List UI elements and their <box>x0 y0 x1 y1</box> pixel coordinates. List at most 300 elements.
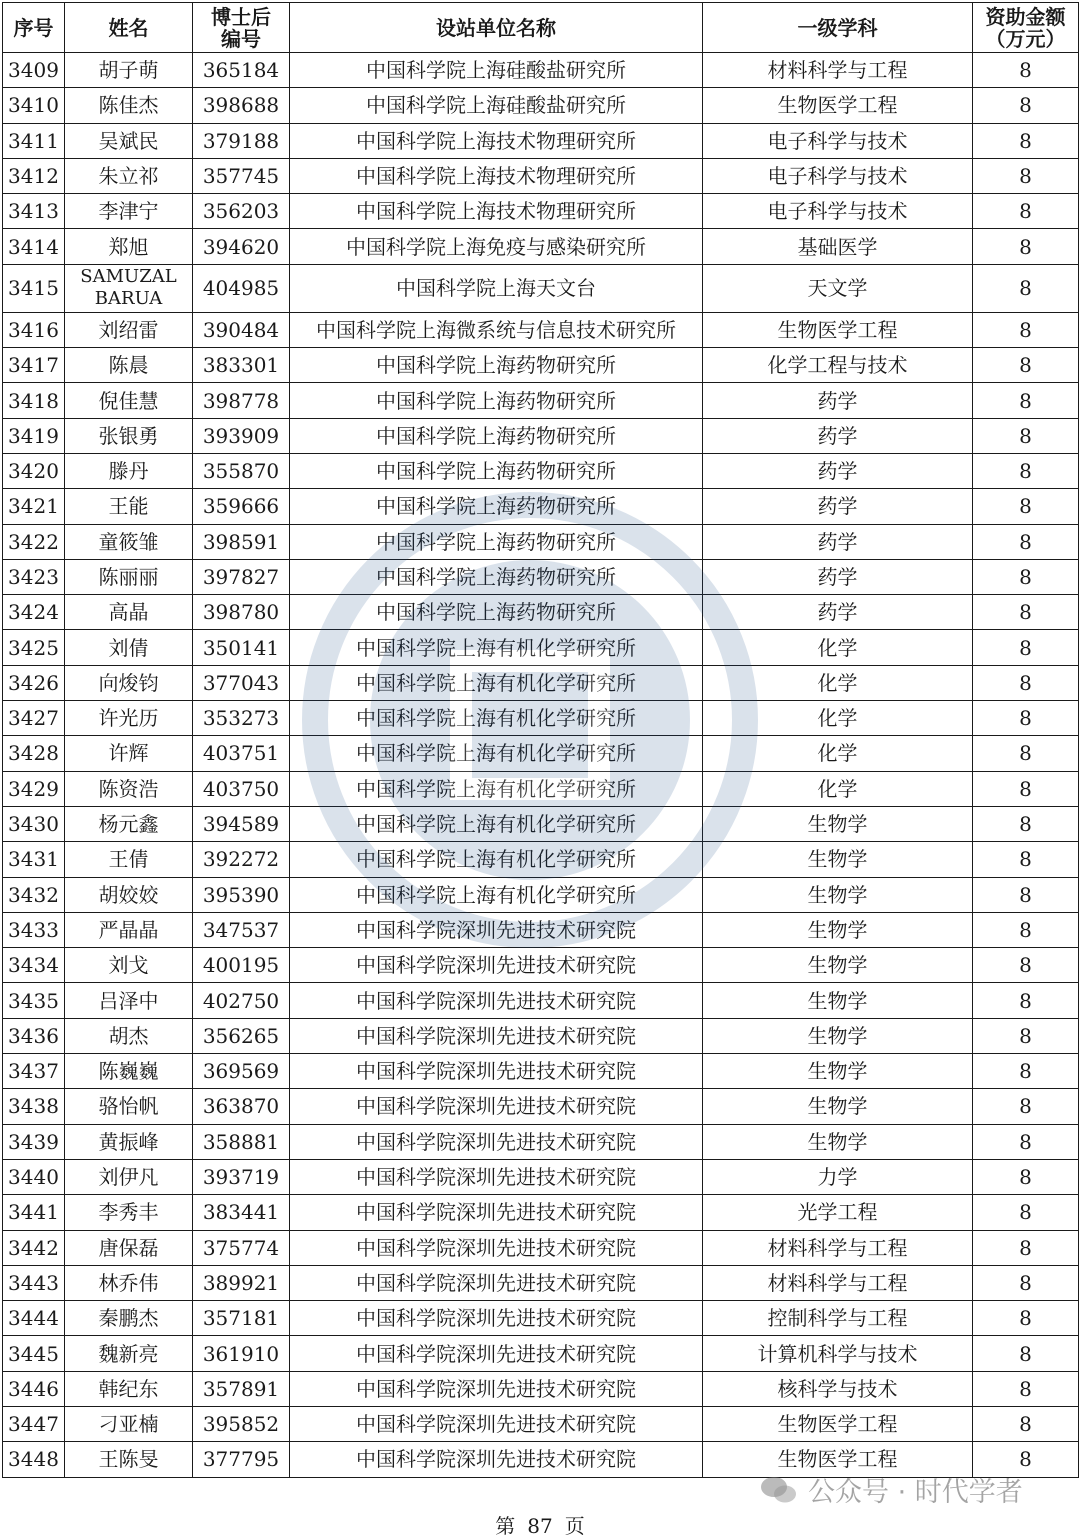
row-seq: 3426 <box>3 665 65 700</box>
row-name: 刘倩 <box>65 630 193 665</box>
row-postdoc-id: 363870 <box>193 1089 290 1124</box>
table-row <box>3 524 1079 559</box>
row-seq: 3427 <box>3 701 65 736</box>
row-postdoc-id: 402750 <box>193 983 290 1018</box>
table-body <box>3 53 1079 1478</box>
table-row <box>3 736 1079 771</box>
row-postdoc-id: 347537 <box>193 912 290 947</box>
row-unit: 中国科学院上海有机化学研究所 <box>290 842 703 877</box>
table-row <box>3 88 1079 123</box>
page-number: 87 <box>527 1514 553 1538</box>
row-postdoc-id: 365184 <box>193 53 290 88</box>
row-postdoc-id: 398778 <box>193 383 290 418</box>
header-amount <box>973 3 1079 53</box>
row-unit: 中国科学院上海技术物理研究所 <box>290 123 703 158</box>
row-discipline: 药学 <box>703 524 973 559</box>
row-discipline: 化学 <box>703 736 973 771</box>
row-discipline: 生物医学工程 <box>703 1406 973 1441</box>
row-postdoc-id: 393719 <box>193 1159 290 1194</box>
row-unit: 中国科学院深圳先进技术研究院 <box>290 1336 703 1371</box>
row-unit: 中国科学院深圳先进技术研究院 <box>290 983 703 1018</box>
row-postdoc-id: 356265 <box>193 1018 290 1053</box>
row-amount: 8 <box>973 1336 1079 1371</box>
row-name: 滕丹 <box>65 453 193 488</box>
table-row <box>3 158 1079 193</box>
row-unit: 中国科学院上海微系统与信息技术研究所 <box>290 312 703 347</box>
row-unit: 中国科学院上海药物研究所 <box>290 418 703 453</box>
table-row <box>3 418 1079 453</box>
table-row <box>3 229 1079 264</box>
row-postdoc-id: 357745 <box>193 158 290 193</box>
row-name: 吕泽中 <box>65 983 193 1018</box>
row-postdoc-id: 369569 <box>193 1054 290 1089</box>
row-amount: 8 <box>973 383 1079 418</box>
row-amount: 8 <box>973 312 1079 347</box>
row-amount: 8 <box>973 194 1079 229</box>
row-discipline: 化学 <box>703 771 973 806</box>
row-discipline: 天文学 <box>703 264 973 312</box>
row-discipline: 材料科学与工程 <box>703 1230 973 1265</box>
header-amount-line1: 资助金额 <box>985 4 1066 29</box>
row-amount: 8 <box>973 701 1079 736</box>
table-row <box>3 912 1079 947</box>
row-unit: 中国科学院深圳先进技术研究院 <box>290 1442 703 1477</box>
row-name: 朱立祁 <box>65 158 193 193</box>
row-name: 刘伊凡 <box>65 1159 193 1194</box>
row-unit: 中国科学院上海药物研究所 <box>290 595 703 630</box>
row-postdoc-id: 394620 <box>193 229 290 264</box>
row-unit: 中国科学院上海药物研究所 <box>290 524 703 559</box>
row-discipline: 化学 <box>703 630 973 665</box>
table-row <box>3 53 1079 88</box>
row-postdoc-id: 377795 <box>193 1442 290 1477</box>
row-name: 陈资浩 <box>65 771 193 806</box>
row-amount: 8 <box>973 489 1079 524</box>
row-seq: 3434 <box>3 948 65 983</box>
table-row <box>3 1336 1079 1371</box>
row-discipline: 控制科学与工程 <box>703 1301 973 1336</box>
table-row <box>3 1054 1079 1089</box>
row-name: 吴斌民 <box>65 123 193 158</box>
row-discipline: 生物学 <box>703 806 973 841</box>
row-seq: 3438 <box>3 1089 65 1124</box>
row-amount: 8 <box>973 123 1079 158</box>
row-unit: 中国科学院上海免疫与感染研究所 <box>290 229 703 264</box>
row-discipline: 电子科学与技术 <box>703 123 973 158</box>
table-row <box>3 1230 1079 1265</box>
row-postdoc-id: 404985 <box>193 264 290 312</box>
row-postdoc-id: 398688 <box>193 88 290 123</box>
row-postdoc-id: 357891 <box>193 1371 290 1406</box>
table-row <box>3 1265 1079 1300</box>
row-unit: 中国科学院深圳先进技术研究院 <box>290 1159 703 1194</box>
row-amount: 8 <box>973 1371 1079 1406</box>
row-postdoc-id: 400195 <box>193 948 290 983</box>
page-number-footer <box>0 1510 1080 1539</box>
table-row <box>3 1406 1079 1441</box>
row-discipline: 材料科学与工程 <box>703 53 973 88</box>
row-discipline: 药学 <box>703 559 973 594</box>
row-name: SAMUZAL BARUA <box>65 264 193 312</box>
table-row <box>3 948 1079 983</box>
wechat-account-text: 公众号 · 时代学者 <box>808 1477 1023 1508</box>
table-row <box>3 264 1079 312</box>
row-seq: 3436 <box>3 1018 65 1053</box>
row-postdoc-id: 392272 <box>193 842 290 877</box>
row-seq: 3441 <box>3 1195 65 1230</box>
row-name: 骆怡帆 <box>65 1089 193 1124</box>
row-discipline: 核科学与技术 <box>703 1371 973 1406</box>
row-seq: 3435 <box>3 983 65 1018</box>
row-unit: 中国科学院深圳先进技术研究院 <box>290 1124 703 1159</box>
row-seq: 3418 <box>3 383 65 418</box>
row-discipline: 计算机科学与技术 <box>703 1336 973 1371</box>
row-amount: 8 <box>973 524 1079 559</box>
table-row <box>3 1018 1079 1053</box>
row-name: 李津宁 <box>65 194 193 229</box>
row-amount: 8 <box>973 665 1079 700</box>
row-discipline: 生物学 <box>703 877 973 912</box>
row-amount: 8 <box>973 264 1079 312</box>
row-seq: 3446 <box>3 1371 65 1406</box>
row-amount: 8 <box>973 453 1079 488</box>
table-row <box>3 194 1079 229</box>
row-name: 王倩 <box>65 842 193 877</box>
table-row <box>3 806 1079 841</box>
row-unit: 中国科学院上海药物研究所 <box>290 559 703 594</box>
table-row <box>3 489 1079 524</box>
table-row <box>3 383 1079 418</box>
row-unit: 中国科学院上海有机化学研究所 <box>290 771 703 806</box>
row-postdoc-id: 393909 <box>193 418 290 453</box>
row-unit: 中国科学院上海有机化学研究所 <box>290 701 703 736</box>
row-discipline: 药学 <box>703 595 973 630</box>
row-name: 陈巍巍 <box>65 1054 193 1089</box>
row-amount: 8 <box>973 736 1079 771</box>
row-seq: 3425 <box>3 630 65 665</box>
row-name: 许光历 <box>65 701 193 736</box>
row-seq: 3413 <box>3 194 65 229</box>
row-seq: 3447 <box>3 1406 65 1441</box>
row-postdoc-id: 379188 <box>193 123 290 158</box>
row-seq: 3410 <box>3 88 65 123</box>
row-postdoc-id: 397827 <box>193 559 290 594</box>
row-name: 陈丽丽 <box>65 559 193 594</box>
row-amount: 8 <box>973 1159 1079 1194</box>
row-discipline: 生物学 <box>703 983 973 1018</box>
row-name: 张银勇 <box>65 418 193 453</box>
header-postdoc-id-line1: 博士后 <box>211 4 271 29</box>
row-discipline: 电子科学与技术 <box>703 194 973 229</box>
row-unit: 中国科学院上海有机化学研究所 <box>290 877 703 912</box>
row-seq: 3430 <box>3 806 65 841</box>
row-discipline: 生物学 <box>703 1018 973 1053</box>
row-name: 刘绍雷 <box>65 312 193 347</box>
row-unit: 中国科学院深圳先进技术研究院 <box>290 912 703 947</box>
document-page <box>2 2 1078 1478</box>
table-row <box>3 1089 1079 1124</box>
row-name: 胡子萌 <box>65 53 193 88</box>
row-seq: 3439 <box>3 1124 65 1159</box>
row-unit: 中国科学院上海硅酸盐研究所 <box>290 88 703 123</box>
row-seq: 3420 <box>3 453 65 488</box>
row-seq: 3415 <box>3 264 65 312</box>
row-discipline: 生物学 <box>703 912 973 947</box>
row-amount: 8 <box>973 912 1079 947</box>
row-amount: 8 <box>973 348 1079 383</box>
header-amount-line2: （万元） <box>985 26 1066 51</box>
row-name: 魏新亮 <box>65 1336 193 1371</box>
row-discipline: 化学工程与技术 <box>703 348 973 383</box>
row-discipline: 基础医学 <box>703 229 973 264</box>
row-name: 黄振峰 <box>65 1124 193 1159</box>
row-amount: 8 <box>973 229 1079 264</box>
row-postdoc-id: 357181 <box>193 1301 290 1336</box>
row-unit: 中国科学院上海药物研究所 <box>290 348 703 383</box>
row-unit: 中国科学院深圳先进技术研究院 <box>290 1195 703 1230</box>
table-row <box>3 630 1079 665</box>
row-name: 刁亚楠 <box>65 1406 193 1441</box>
row-postdoc-id: 355870 <box>193 453 290 488</box>
row-unit: 中国科学院上海技术物理研究所 <box>290 158 703 193</box>
row-amount: 8 <box>973 1301 1079 1336</box>
row-postdoc-id: 395852 <box>193 1406 290 1441</box>
row-discipline: 生物医学工程 <box>703 88 973 123</box>
row-name: 许辉 <box>65 736 193 771</box>
table-row <box>3 453 1079 488</box>
row-discipline: 化学 <box>703 665 973 700</box>
row-unit: 中国科学院上海天文台 <box>290 264 703 312</box>
row-discipline: 电子科学与技术 <box>703 158 973 193</box>
row-amount: 8 <box>973 158 1079 193</box>
table-row <box>3 123 1079 158</box>
row-seq: 3440 <box>3 1159 65 1194</box>
row-postdoc-id: 358881 <box>193 1124 290 1159</box>
row-name: 秦鹏杰 <box>65 1301 193 1336</box>
row-discipline: 生物学 <box>703 1089 973 1124</box>
row-seq: 3422 <box>3 524 65 559</box>
row-discipline: 生物学 <box>703 948 973 983</box>
row-postdoc-id: 394589 <box>193 806 290 841</box>
row-amount: 8 <box>973 983 1079 1018</box>
row-seq: 3409 <box>3 53 65 88</box>
row-postdoc-id: 398780 <box>193 595 290 630</box>
table-row <box>3 348 1079 383</box>
row-postdoc-id: 375774 <box>193 1230 290 1265</box>
row-name: 童筱雏 <box>65 524 193 559</box>
row-name: 林乔伟 <box>65 1265 193 1300</box>
row-seq: 3414 <box>3 229 65 264</box>
row-name: 胡杰 <box>65 1018 193 1053</box>
row-amount: 8 <box>973 595 1079 630</box>
row-name: 严晶晶 <box>65 912 193 947</box>
row-amount: 8 <box>973 1265 1079 1300</box>
row-seq: 3431 <box>3 842 65 877</box>
row-amount: 8 <box>973 842 1079 877</box>
row-unit: 中国科学院上海硅酸盐研究所 <box>290 53 703 88</box>
row-postdoc-id: 395390 <box>193 877 290 912</box>
row-postdoc-id: 359666 <box>193 489 290 524</box>
header-unit: 设站单位名称 <box>290 3 703 53</box>
row-seq: 3421 <box>3 489 65 524</box>
row-amount: 8 <box>973 630 1079 665</box>
row-name: 郑旭 <box>65 229 193 264</box>
row-discipline: 生物医学工程 <box>703 312 973 347</box>
row-name: 杨元鑫 <box>65 806 193 841</box>
row-name: 李秀丰 <box>65 1195 193 1230</box>
row-unit: 中国科学院深圳先进技术研究院 <box>290 1265 703 1300</box>
row-amount: 8 <box>973 1018 1079 1053</box>
row-unit: 中国科学院深圳先进技术研究院 <box>290 1301 703 1336</box>
row-unit: 中国科学院深圳先进技术研究院 <box>290 1054 703 1089</box>
table-row <box>3 595 1079 630</box>
row-discipline: 生物学 <box>703 1124 973 1159</box>
row-name: 高晶 <box>65 595 193 630</box>
row-amount: 8 <box>973 88 1079 123</box>
row-postdoc-id: 403751 <box>193 736 290 771</box>
row-seq: 3411 <box>3 123 65 158</box>
row-name: 韩纪东 <box>65 1371 193 1406</box>
row-seq: 3424 <box>3 595 65 630</box>
row-unit: 中国科学院深圳先进技术研究院 <box>290 1406 703 1441</box>
row-postdoc-id: 398591 <box>193 524 290 559</box>
row-amount: 8 <box>973 1230 1079 1265</box>
row-discipline: 光学工程 <box>703 1195 973 1230</box>
row-unit: 中国科学院深圳先进技术研究院 <box>290 1230 703 1265</box>
table-row <box>3 701 1079 736</box>
table-row <box>3 1371 1079 1406</box>
row-seq: 3432 <box>3 877 65 912</box>
table-row <box>3 771 1079 806</box>
table-row <box>3 1195 1079 1230</box>
row-name: 刘戈 <box>65 948 193 983</box>
row-seq: 3423 <box>3 559 65 594</box>
row-discipline: 化学 <box>703 701 973 736</box>
row-postdoc-id: 403750 <box>193 771 290 806</box>
row-discipline: 生物医学工程 <box>703 1442 973 1477</box>
header-postdoc-id-line2: 编号 <box>221 26 261 51</box>
row-discipline: 药学 <box>703 418 973 453</box>
table-row <box>3 1124 1079 1159</box>
row-seq: 3448 <box>3 1442 65 1477</box>
header-discipline: 一级学科 <box>703 3 973 53</box>
row-amount: 8 <box>973 806 1079 841</box>
row-amount: 8 <box>973 877 1079 912</box>
row-seq: 3442 <box>3 1230 65 1265</box>
row-discipline: 药学 <box>703 453 973 488</box>
row-amount: 8 <box>973 53 1079 88</box>
row-amount: 8 <box>973 1406 1079 1441</box>
row-discipline: 力学 <box>703 1159 973 1194</box>
table-row <box>3 312 1079 347</box>
row-amount: 8 <box>973 418 1079 453</box>
row-unit: 中国科学院上海有机化学研究所 <box>290 806 703 841</box>
row-seq: 3443 <box>3 1265 65 1300</box>
row-seq: 3429 <box>3 771 65 806</box>
row-unit: 中国科学院上海药物研究所 <box>290 453 703 488</box>
row-amount: 8 <box>973 1054 1079 1089</box>
row-seq: 3428 <box>3 736 65 771</box>
table-row <box>3 983 1079 1018</box>
row-discipline: 材料科学与工程 <box>703 1265 973 1300</box>
row-amount: 8 <box>973 948 1079 983</box>
row-seq: 3419 <box>3 418 65 453</box>
row-amount: 8 <box>973 1442 1079 1477</box>
row-unit: 中国科学院深圳先进技术研究院 <box>290 1089 703 1124</box>
row-postdoc-id: 350141 <box>193 630 290 665</box>
row-postdoc-id: 353273 <box>193 701 290 736</box>
table-row <box>3 1301 1079 1336</box>
row-name: 王陈旻 <box>65 1442 193 1477</box>
row-amount: 8 <box>973 559 1079 594</box>
wechat-account-watermark <box>760 1470 1023 1509</box>
row-amount: 8 <box>973 1124 1079 1159</box>
row-postdoc-id: 361910 <box>193 1336 290 1371</box>
row-name: 倪佳慧 <box>65 383 193 418</box>
row-discipline: 药学 <box>703 489 973 524</box>
row-postdoc-id: 383441 <box>193 1195 290 1230</box>
row-postdoc-id: 390484 <box>193 312 290 347</box>
row-seq: 3433 <box>3 912 65 947</box>
table-row <box>3 877 1079 912</box>
table-row <box>3 842 1079 877</box>
row-postdoc-id: 383301 <box>193 348 290 383</box>
row-postdoc-id: 377043 <box>193 665 290 700</box>
row-postdoc-id: 389921 <box>193 1265 290 1300</box>
header-name: 姓名 <box>65 3 193 53</box>
row-amount: 8 <box>973 771 1079 806</box>
table-header-row <box>3 3 1079 53</box>
row-name: 陈佳杰 <box>65 88 193 123</box>
row-seq: 3437 <box>3 1054 65 1089</box>
row-unit: 中国科学院上海有机化学研究所 <box>290 736 703 771</box>
row-unit: 中国科学院上海有机化学研究所 <box>290 630 703 665</box>
wechat-icon <box>760 1475 798 1505</box>
row-amount: 8 <box>973 1089 1079 1124</box>
row-name: 向焌钧 <box>65 665 193 700</box>
table-row <box>3 1159 1079 1194</box>
row-unit: 中国科学院深圳先进技术研究院 <box>290 1371 703 1406</box>
row-name: 胡姣姣 <box>65 877 193 912</box>
table-row <box>3 665 1079 700</box>
row-unit: 中国科学院上海有机化学研究所 <box>290 665 703 700</box>
header-postdoc-id <box>193 3 290 53</box>
row-postdoc-id: 356203 <box>193 194 290 229</box>
row-seq: 3412 <box>3 158 65 193</box>
row-seq: 3444 <box>3 1301 65 1336</box>
funding-table <box>2 2 1079 1478</box>
row-amount: 8 <box>973 1195 1079 1230</box>
page-suffix: 页 <box>564 1514 585 1538</box>
row-discipline: 药学 <box>703 383 973 418</box>
row-unit: 中国科学院上海药物研究所 <box>290 383 703 418</box>
row-seq: 3445 <box>3 1336 65 1371</box>
row-unit: 中国科学院上海药物研究所 <box>290 489 703 524</box>
row-unit: 中国科学院上海技术物理研究所 <box>290 194 703 229</box>
row-unit: 中国科学院深圳先进技术研究院 <box>290 948 703 983</box>
page-prefix: 第 <box>495 1514 516 1538</box>
row-discipline: 生物学 <box>703 1054 973 1089</box>
row-seq: 3416 <box>3 312 65 347</box>
row-unit: 中国科学院深圳先进技术研究院 <box>290 1018 703 1053</box>
header-seq: 序号 <box>3 3 65 53</box>
row-name: 陈晨 <box>65 348 193 383</box>
row-discipline: 生物学 <box>703 842 973 877</box>
row-name: 唐保磊 <box>65 1230 193 1265</box>
row-seq: 3417 <box>3 348 65 383</box>
table-row <box>3 559 1079 594</box>
row-name: 王能 <box>65 489 193 524</box>
